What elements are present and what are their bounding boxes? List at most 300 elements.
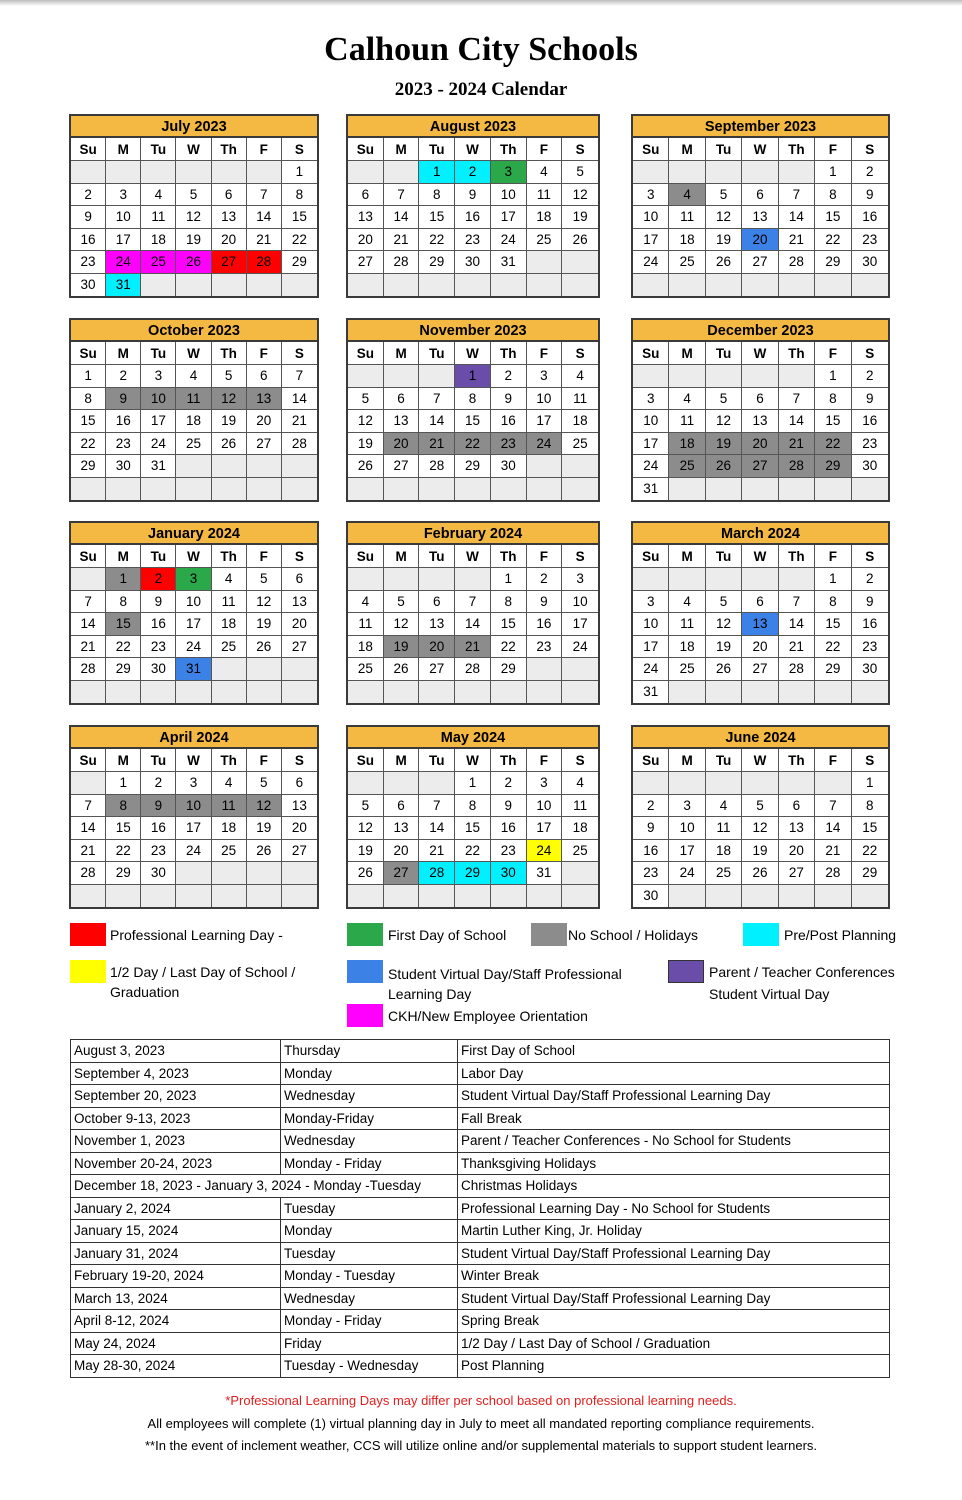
day-cell: 8 bbox=[282, 184, 317, 207]
empty-cell bbox=[282, 274, 317, 297]
day-cell: 8 bbox=[106, 591, 141, 614]
empty-cell bbox=[562, 478, 598, 501]
weekday-label: Tu bbox=[141, 545, 176, 568]
day-cell: 10 bbox=[176, 795, 211, 818]
empty-cell bbox=[706, 161, 742, 184]
event-day: Monday bbox=[281, 1220, 458, 1243]
day-cell: 3 bbox=[669, 795, 705, 818]
day-cell: 1 bbox=[106, 568, 141, 591]
day-cell: 21 bbox=[779, 636, 815, 659]
day-cell: 19 bbox=[247, 817, 282, 840]
weekday-label: F bbox=[527, 749, 563, 772]
table-row bbox=[71, 1175, 890, 1198]
day-cell: 8 bbox=[815, 388, 851, 411]
event-date: February 19-20, 2024 bbox=[71, 1265, 281, 1288]
day-cell: 5 bbox=[384, 591, 420, 614]
day-cell: 25 bbox=[348, 658, 384, 681]
empty-cell bbox=[212, 274, 247, 297]
event-day: Wednesday bbox=[281, 1085, 458, 1108]
empty-cell bbox=[282, 658, 317, 681]
day-cell: 11 bbox=[669, 410, 705, 433]
day-cell: 16 bbox=[491, 410, 527, 433]
day-cell: 2 bbox=[141, 568, 176, 591]
note-virtual-planning: All employees will complete (1) virtual planning day in July to meet all mandated reporting compliance requirements. bbox=[147, 1416, 815, 1431]
empty-cell bbox=[348, 568, 384, 591]
weekday-label: M bbox=[384, 749, 420, 772]
day-cell: 3 bbox=[491, 161, 527, 184]
day-cell: 27 bbox=[348, 251, 384, 274]
empty-cell bbox=[176, 455, 211, 478]
empty-cell bbox=[348, 772, 384, 795]
empty-cell bbox=[852, 274, 888, 297]
month-june-2024 bbox=[631, 725, 890, 909]
day-cell: 24 bbox=[633, 251, 669, 274]
weekday-label: W bbox=[455, 342, 491, 365]
empty-cell bbox=[527, 455, 563, 478]
day-cell: 4 bbox=[212, 568, 247, 591]
empty-cell bbox=[176, 161, 211, 184]
weekday-label: W bbox=[455, 138, 491, 161]
table-row bbox=[71, 1107, 890, 1130]
month-days-grid bbox=[633, 138, 888, 296]
day-cell: 26 bbox=[384, 658, 420, 681]
legend-label-pre-post-planning: Pre/Post Planning bbox=[784, 927, 897, 943]
empty-cell bbox=[815, 478, 851, 501]
weekday-label: Th bbox=[212, 342, 247, 365]
day-cell: 2 bbox=[852, 365, 888, 388]
month-may-2024 bbox=[346, 725, 600, 909]
table-row bbox=[71, 1242, 890, 1265]
day-cell: 28 bbox=[779, 658, 815, 681]
day-cell: 28 bbox=[779, 455, 815, 478]
empty-cell bbox=[562, 274, 598, 297]
empty-cell bbox=[247, 478, 282, 501]
day-cell: 23 bbox=[141, 636, 176, 659]
day-cell: 25 bbox=[141, 251, 176, 274]
empty-cell bbox=[779, 681, 815, 704]
day-cell: 20 bbox=[419, 636, 455, 659]
empty-cell bbox=[455, 681, 491, 704]
day-cell: 2 bbox=[527, 568, 563, 591]
day-cell: 21 bbox=[71, 636, 106, 659]
day-cell: 29 bbox=[815, 251, 851, 274]
day-cell: 6 bbox=[384, 795, 420, 818]
day-cell: 10 bbox=[106, 206, 141, 229]
legend-label-professional-learning: Professional Learning Day - bbox=[110, 927, 283, 943]
empty-cell bbox=[669, 365, 705, 388]
weekday-label: Su bbox=[633, 749, 669, 772]
day-cell: 6 bbox=[384, 388, 420, 411]
event-day: Wednesday bbox=[281, 1130, 458, 1153]
day-cell: 29 bbox=[455, 862, 491, 885]
empty-cell bbox=[455, 885, 491, 908]
day-cell: 16 bbox=[455, 206, 491, 229]
day-cell: 22 bbox=[106, 636, 141, 659]
day-cell: 5 bbox=[706, 591, 742, 614]
weekday-label: Tu bbox=[419, 342, 455, 365]
weekday-label: Th bbox=[779, 342, 815, 365]
day-cell: 14 bbox=[71, 817, 106, 840]
empty-cell bbox=[562, 681, 598, 704]
month-august-2023 bbox=[346, 114, 600, 298]
empty-cell bbox=[212, 455, 247, 478]
empty-cell bbox=[455, 568, 491, 591]
day-cell: 13 bbox=[742, 206, 778, 229]
legend-label-half-day: 1/2 Day / Last Day of School / Graduation bbox=[110, 964, 296, 1000]
day-cell: 20 bbox=[282, 817, 317, 840]
weekday-label: S bbox=[282, 749, 317, 772]
weekday-label: Tu bbox=[141, 138, 176, 161]
day-cell: 9 bbox=[71, 206, 106, 229]
day-cell: 17 bbox=[633, 433, 669, 456]
month-days-grid bbox=[71, 138, 317, 296]
empty-cell bbox=[706, 885, 742, 908]
day-cell: 24 bbox=[106, 251, 141, 274]
weekday-label: Su bbox=[71, 342, 106, 365]
empty-cell bbox=[348, 478, 384, 501]
day-cell: 13 bbox=[779, 817, 815, 840]
empty-cell bbox=[633, 365, 669, 388]
empty-cell bbox=[106, 681, 141, 704]
event-date: January 15, 2024 bbox=[71, 1220, 281, 1243]
day-cell: 12 bbox=[742, 817, 778, 840]
day-cell: 18 bbox=[562, 817, 598, 840]
day-cell: 30 bbox=[141, 658, 176, 681]
day-cell: 24 bbox=[141, 433, 176, 456]
day-cell: 31 bbox=[633, 681, 669, 704]
day-cell: 5 bbox=[706, 388, 742, 411]
event-description: Labor Day bbox=[458, 1062, 890, 1085]
legend-swatch-ckh-orientation bbox=[347, 1004, 383, 1027]
day-cell: 17 bbox=[633, 636, 669, 659]
day-cell: 1 bbox=[71, 365, 106, 388]
empty-cell bbox=[282, 681, 317, 704]
empty-cell bbox=[419, 478, 455, 501]
empty-cell bbox=[815, 274, 851, 297]
day-cell: 1 bbox=[815, 161, 851, 184]
day-cell: 17 bbox=[491, 206, 527, 229]
empty-cell bbox=[706, 478, 742, 501]
event-date: November 20-24, 2023 bbox=[71, 1152, 281, 1175]
day-cell: 4 bbox=[669, 184, 705, 207]
day-cell: 18 bbox=[141, 229, 176, 252]
day-cell: 29 bbox=[106, 658, 141, 681]
empty-cell bbox=[491, 478, 527, 501]
legend-swatch-conferences bbox=[668, 960, 704, 983]
empty-cell bbox=[282, 455, 317, 478]
day-cell: 27 bbox=[282, 840, 317, 863]
empty-cell bbox=[562, 455, 598, 478]
month-title: November 2023 bbox=[348, 320, 598, 342]
weekday-label: S bbox=[282, 342, 317, 365]
month-july-2023 bbox=[69, 114, 319, 298]
day-cell: 2 bbox=[455, 161, 491, 184]
table-row bbox=[71, 1130, 890, 1153]
month-november-2023 bbox=[346, 318, 600, 502]
day-cell: 6 bbox=[742, 184, 778, 207]
day-cell: 12 bbox=[706, 206, 742, 229]
legend-swatch-pre-post-planning bbox=[743, 923, 779, 946]
day-cell: 30 bbox=[141, 862, 176, 885]
day-cell: 3 bbox=[562, 568, 598, 591]
day-cell: 20 bbox=[212, 229, 247, 252]
day-cell: 21 bbox=[419, 433, 455, 456]
day-cell: 7 bbox=[71, 591, 106, 614]
day-cell: 29 bbox=[419, 251, 455, 274]
empty-cell bbox=[176, 478, 211, 501]
day-cell: 15 bbox=[71, 410, 106, 433]
legend-label-first-day: First Day of School bbox=[388, 927, 507, 943]
weekday-label: W bbox=[176, 342, 211, 365]
event-day: Monday - Tuesday bbox=[281, 1265, 458, 1288]
day-cell: 24 bbox=[633, 455, 669, 478]
day-cell: 18 bbox=[706, 840, 742, 863]
day-cell: 25 bbox=[562, 433, 598, 456]
empty-cell bbox=[779, 568, 815, 591]
weekday-label: F bbox=[527, 545, 563, 568]
day-cell: 5 bbox=[348, 795, 384, 818]
weekday-label: Su bbox=[348, 749, 384, 772]
day-cell: 4 bbox=[669, 591, 705, 614]
day-cell: 28 bbox=[779, 251, 815, 274]
empty-cell bbox=[212, 658, 247, 681]
empty-cell bbox=[562, 862, 598, 885]
day-cell: 16 bbox=[852, 206, 888, 229]
weekday-label: Tu bbox=[706, 138, 742, 161]
day-cell: 25 bbox=[212, 840, 247, 863]
month-september-2023 bbox=[631, 114, 890, 298]
day-cell: 11 bbox=[562, 795, 598, 818]
day-cell: 28 bbox=[455, 658, 491, 681]
day-cell: 27 bbox=[742, 455, 778, 478]
event-description: Parent / Teacher Conferences - No School for Students bbox=[458, 1130, 890, 1153]
weekday-label: S bbox=[562, 749, 598, 772]
day-cell: 15 bbox=[106, 613, 141, 636]
day-cell: 24 bbox=[527, 433, 563, 456]
weekday-label: M bbox=[384, 138, 420, 161]
day-cell: 20 bbox=[742, 636, 778, 659]
day-cell: 12 bbox=[706, 613, 742, 636]
empty-cell bbox=[669, 161, 705, 184]
day-cell: 12 bbox=[176, 206, 211, 229]
day-cell: 16 bbox=[71, 229, 106, 252]
weekday-label: Th bbox=[212, 749, 247, 772]
event-day: Monday - Friday bbox=[281, 1152, 458, 1175]
day-cell: 8 bbox=[852, 795, 888, 818]
day-cell: 16 bbox=[852, 410, 888, 433]
day-cell: 23 bbox=[491, 840, 527, 863]
empty-cell bbox=[71, 568, 106, 591]
day-cell: 31 bbox=[176, 658, 211, 681]
day-cell: 27 bbox=[742, 658, 778, 681]
day-cell: 22 bbox=[491, 636, 527, 659]
day-cell: 1 bbox=[815, 365, 851, 388]
day-cell: 29 bbox=[815, 455, 851, 478]
day-cell: 24 bbox=[527, 840, 563, 863]
weekday-label: Th bbox=[779, 138, 815, 161]
empty-cell bbox=[669, 885, 705, 908]
day-cell: 11 bbox=[669, 613, 705, 636]
empty-cell bbox=[455, 274, 491, 297]
day-cell: 28 bbox=[419, 455, 455, 478]
day-cell: 15 bbox=[455, 817, 491, 840]
day-cell: 4 bbox=[176, 365, 211, 388]
month-april-2024 bbox=[69, 725, 319, 909]
day-cell: 19 bbox=[742, 840, 778, 863]
empty-cell bbox=[384, 365, 420, 388]
day-cell: 6 bbox=[348, 184, 384, 207]
empty-cell bbox=[706, 365, 742, 388]
day-cell: 17 bbox=[176, 613, 211, 636]
day-cell: 23 bbox=[527, 636, 563, 659]
month-days-grid bbox=[348, 342, 598, 500]
day-cell: 30 bbox=[455, 251, 491, 274]
event-day: Wednesday bbox=[281, 1287, 458, 1310]
legend-swatch-professional-learning bbox=[70, 923, 106, 946]
day-cell: 4 bbox=[706, 795, 742, 818]
day-cell: 17 bbox=[176, 817, 211, 840]
event-date: December 18, 2023 - January 3, 2024 - Monday -Tuesday bbox=[71, 1175, 458, 1198]
empty-cell bbox=[742, 681, 778, 704]
day-cell: 5 bbox=[348, 388, 384, 411]
day-cell: 26 bbox=[348, 862, 384, 885]
day-cell: 31 bbox=[527, 862, 563, 885]
month-title: December 2023 bbox=[633, 320, 888, 342]
empty-cell bbox=[384, 885, 420, 908]
day-cell: 8 bbox=[419, 184, 455, 207]
day-cell: 19 bbox=[706, 636, 742, 659]
day-cell: 11 bbox=[141, 206, 176, 229]
day-cell: 24 bbox=[562, 636, 598, 659]
empty-cell bbox=[419, 681, 455, 704]
event-date: April 8-12, 2024 bbox=[71, 1310, 281, 1333]
month-days-grid bbox=[633, 342, 888, 500]
day-cell: 30 bbox=[852, 455, 888, 478]
weekday-label: W bbox=[176, 749, 211, 772]
day-cell: 14 bbox=[282, 388, 317, 411]
day-cell: 22 bbox=[455, 433, 491, 456]
day-cell: 9 bbox=[491, 795, 527, 818]
weekday-label: S bbox=[852, 138, 888, 161]
page-subtitle: 2023 - 2024 Calendar bbox=[394, 79, 568, 100]
day-cell: 10 bbox=[633, 206, 669, 229]
empty-cell bbox=[247, 274, 282, 297]
day-cell: 8 bbox=[815, 591, 851, 614]
day-cell: 22 bbox=[419, 229, 455, 252]
event-description: Professional Learning Day - No School for Students bbox=[458, 1197, 890, 1220]
empty-cell bbox=[141, 681, 176, 704]
day-cell: 23 bbox=[71, 251, 106, 274]
weekday-label: Tu bbox=[706, 749, 742, 772]
day-cell: 12 bbox=[706, 410, 742, 433]
day-cell: 22 bbox=[815, 433, 851, 456]
day-cell: 26 bbox=[247, 636, 282, 659]
weekday-label: Th bbox=[491, 342, 527, 365]
day-cell: 6 bbox=[212, 184, 247, 207]
day-cell: 8 bbox=[455, 795, 491, 818]
event-date: May 24, 2024 bbox=[71, 1332, 281, 1355]
day-cell: 3 bbox=[633, 184, 669, 207]
day-cell: 13 bbox=[282, 591, 317, 614]
day-cell: 17 bbox=[669, 840, 705, 863]
day-cell: 8 bbox=[815, 184, 851, 207]
empty-cell bbox=[247, 658, 282, 681]
day-cell: 14 bbox=[779, 613, 815, 636]
empty-cell bbox=[141, 161, 176, 184]
day-cell: 7 bbox=[455, 591, 491, 614]
empty-cell bbox=[742, 772, 778, 795]
day-cell: 21 bbox=[384, 229, 420, 252]
empty-cell bbox=[348, 365, 384, 388]
day-cell: 8 bbox=[106, 795, 141, 818]
empty-cell bbox=[348, 885, 384, 908]
weekday-label: Tu bbox=[706, 342, 742, 365]
month-march-2024 bbox=[631, 521, 890, 705]
weekday-label: S bbox=[562, 545, 598, 568]
weekday-label: W bbox=[742, 342, 778, 365]
event-description: Martin Luther King, Jr. Holiday bbox=[458, 1220, 890, 1243]
day-cell: 1 bbox=[815, 568, 851, 591]
event-date: November 1, 2023 bbox=[71, 1130, 281, 1153]
day-cell: 5 bbox=[176, 184, 211, 207]
empty-cell bbox=[779, 885, 815, 908]
day-cell: 13 bbox=[348, 206, 384, 229]
day-cell: 30 bbox=[633, 885, 669, 908]
day-cell: 28 bbox=[815, 862, 851, 885]
day-cell: 27 bbox=[419, 658, 455, 681]
empty-cell bbox=[384, 478, 420, 501]
day-cell: 16 bbox=[141, 613, 176, 636]
empty-cell bbox=[247, 161, 282, 184]
day-cell: 21 bbox=[282, 410, 317, 433]
table-row bbox=[71, 1332, 890, 1355]
empty-cell bbox=[852, 478, 888, 501]
weekday-label: M bbox=[669, 545, 705, 568]
empty-cell bbox=[141, 885, 176, 908]
day-cell: 6 bbox=[742, 388, 778, 411]
empty-cell bbox=[706, 681, 742, 704]
table-row bbox=[71, 1355, 890, 1378]
empty-cell bbox=[633, 274, 669, 297]
empty-cell bbox=[742, 274, 778, 297]
month-january-2024 bbox=[69, 521, 319, 705]
empty-cell bbox=[176, 681, 211, 704]
weekday-label: M bbox=[669, 138, 705, 161]
weekday-label: S bbox=[562, 138, 598, 161]
empty-cell bbox=[212, 478, 247, 501]
day-cell: 4 bbox=[212, 772, 247, 795]
empty-cell bbox=[527, 885, 563, 908]
day-cell: 3 bbox=[527, 365, 563, 388]
month-days-grid bbox=[71, 342, 317, 500]
month-february-2024 bbox=[346, 521, 600, 705]
empty-cell bbox=[742, 885, 778, 908]
table-row bbox=[71, 1152, 890, 1175]
day-cell: 9 bbox=[455, 184, 491, 207]
day-cell: 24 bbox=[491, 229, 527, 252]
day-cell: 19 bbox=[706, 229, 742, 252]
weekday-label: M bbox=[106, 545, 141, 568]
empty-cell bbox=[491, 681, 527, 704]
day-cell: 9 bbox=[852, 184, 888, 207]
weekday-label: W bbox=[742, 138, 778, 161]
month-title: May 2024 bbox=[348, 727, 598, 749]
day-cell: 6 bbox=[742, 591, 778, 614]
weekday-label: Th bbox=[779, 545, 815, 568]
weekday-label: Su bbox=[633, 138, 669, 161]
empty-cell bbox=[282, 885, 317, 908]
empty-cell bbox=[71, 161, 106, 184]
